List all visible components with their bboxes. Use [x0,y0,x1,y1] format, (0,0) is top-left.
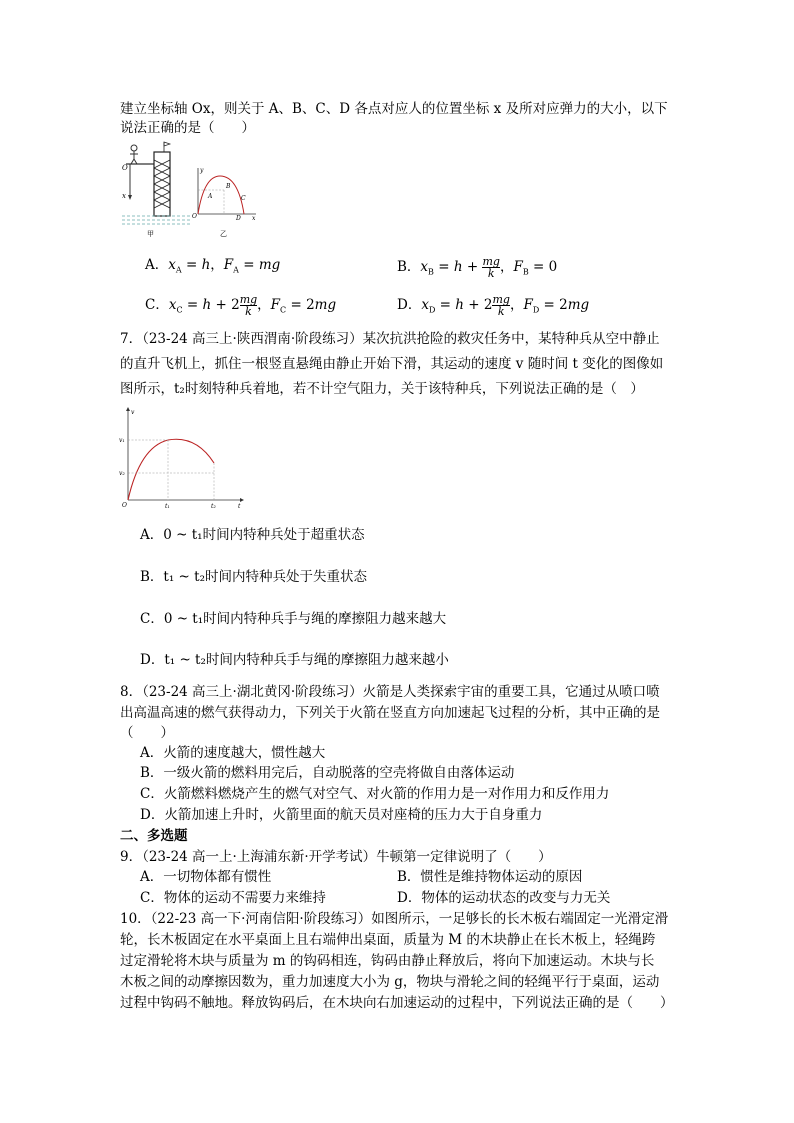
yi-graph [192,167,256,222]
v1-label: v₁ [119,437,125,444]
point-c: C [241,195,246,202]
q7-vt-graph [118,405,246,510]
q7-line-1: 7．（23-24 高三上·陕西渭南·阶段练习）某次抗洪抢险的救灾任务中，某特种兵从空中静止 [120,331,660,347]
jumper-icon [130,145,138,164]
point-b: B [226,183,231,190]
t2-label: t₂ [211,503,216,510]
velocity-curve [128,439,214,500]
q10-line-3: 过定滑轮将木块与质量为 m 的钩码相连，钩码由静止释放后，将向下加速运动。木块与长 [120,953,655,969]
water-icon [122,216,190,224]
q10-line-5: 过程中钩码不触地。释放钩码后，在木块向右加速运动的过程中，下列说法正确的是（ ） [120,995,674,1011]
section-heading: 二、多选题 [120,828,188,844]
q8-option-b[interactable]: B．一级火箭的燃料用完后，自动脱落的空壳将做自由落体运动 [140,765,515,781]
q6-option-d[interactable]: D．$x_D = h + 2$ $\frac{mg}{k}$ ，$F_D = 2mg$ [397,293,590,318]
q8-option-c[interactable]: C．火箭燃料燃烧产生的燃气对空气、对火箭的作用力是一对作用力和反作用力 [140,786,610,802]
q8-line-1: 8．（23-24 高三上·湖北黄冈·阶段练习）火箭是人类探索宇宙的重要工具，它通过从喷口喷 [120,684,660,700]
q6-option-c[interactable]: C．$x_C = h + 2$ $\frac{mg}{k}$ ，$F_C = 2mg$ [145,293,337,318]
q10-line-4: 木板之间的动摩擦因数为，重力加速度大小为 g，物块与滑轮之间的轻绳平行于桌面，运动 [120,974,660,990]
v-axis-label: v [131,409,135,416]
q7-option-d[interactable]: D．t₁ ~ t₂时间内特种兵手与绳的摩擦阻力越来越小 [140,652,449,668]
q7-option-c[interactable]: C．0 ~ t₁时间内特种兵手与绳的摩擦阻力越来越大 [140,611,447,627]
q7-option-b[interactable]: B．t₁ ~ t₂时间内特种兵处于失重状态 [140,569,367,585]
q9-option-a[interactable]: A．一切物体都有惯性 [140,869,272,885]
q8-option-d[interactable]: D．火箭加速上升时，火箭里面的航天员对座椅的压力大于自身重力 [140,807,543,823]
point-d: D [236,215,241,222]
q8-line-3: （ ） [120,725,174,741]
q6-figure [120,140,260,240]
intro-line-2: 说法正确的是（ ） [120,120,255,136]
v2-label: v₂ [119,470,125,477]
q6-option-a[interactable]: A．$x_A = h$，$F_A$ = mg [145,257,281,275]
q8-option-a[interactable]: A．火箭的速度越大，惯性越大 [140,745,326,761]
q8-line-2: 出高温高速的燃气获得动力，下列关于火箭在竖直方向加速起飞过程的分析，其中正确的是 [120,705,660,721]
q7-option-a[interactable]: A．0 ~ t₁时间内特种兵处于超重状态 [140,527,365,543]
tower-icon [154,142,170,216]
q10-line-1: 10．（22-23 高一下·河南信阳·阶段练习）如图所示，一足够长的长木板右端固定一光滑定滑 [120,911,669,927]
origin-label: O [122,164,128,172]
intro-line-1: 建立坐标轴 Ox，则关于 A、B、C、D 各点对应人的位置坐标 x 及所对应弹力的大小，以下 [120,101,668,117]
q9-option-b[interactable]: B．惯性是维持物体运动的原因 [397,869,583,885]
figure-yi-label: 乙 [220,230,227,238]
q6-option-b[interactable]: B．$x_B = h$ + $\frac{mg}{k}$ ，$F_B = 0$ [397,255,558,280]
q9-line-1: 9．（23-24 高一上·上海浦东新·开学考试）牛顿第一定律说明了（ ） [120,849,552,865]
q7-line-2: 的直升飞机上，抓住一根竖直悬绳由静止开始下滑，其运动的速度 v 随时间 t 变化的图像如 [120,356,664,372]
x-axis-label: x [252,215,256,222]
figure-jia-label: 甲 [147,230,154,238]
q7-line-3: 图所示，t₂时刻特种兵着地，若不计空气阻力，关于该特种兵，下列说法正确的是（ ） [120,381,644,397]
origin-label: O [122,502,127,509]
y-axis-label: y [200,167,204,174]
q9-option-d[interactable]: D．物体的运动状态的改变与力无关 [397,890,611,906]
q9-option-c[interactable]: C．物体的运动不需要力来维持 [140,890,326,906]
x-label: x [122,192,126,200]
t-axis-label: t [238,503,241,510]
point-a: A [208,193,213,200]
q10-line-2: 轮，长木板固定在水平桌面上且右端伸出桌面，质量为 M 的木块静止在长木板上，轻绳跨 [120,932,656,948]
yi-origin: O [192,213,197,220]
t1-label: t₁ [165,503,170,510]
